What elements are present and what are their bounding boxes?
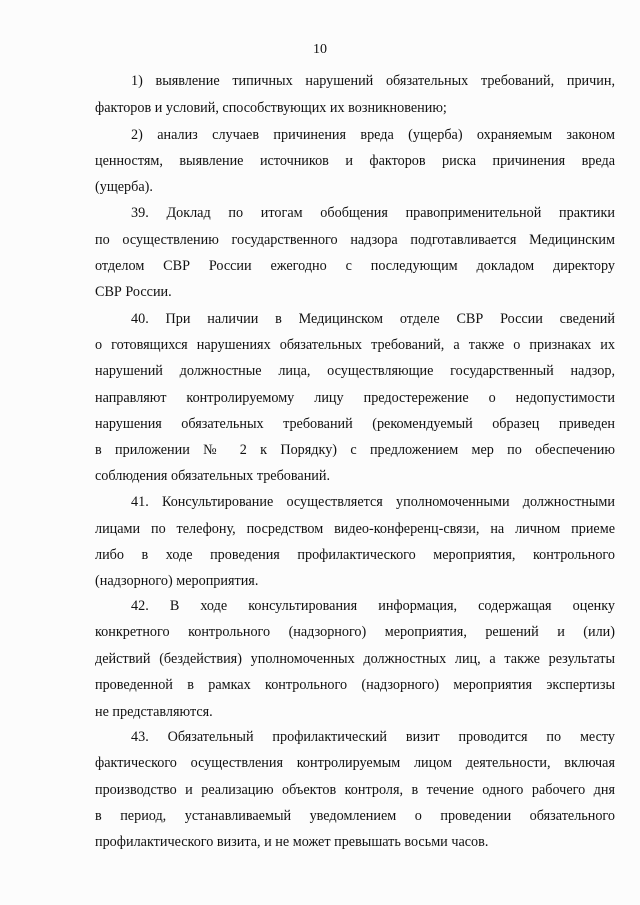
text-line: (надзорного) мероприятия. <box>95 573 259 589</box>
text-line: 39. Доклад по итогам обобщения правоприменительной практики <box>131 205 615 221</box>
text-line: проведенной в рамках контрольного (надзорного) мероприятия экспертизы <box>95 677 615 693</box>
page-number: 10 <box>313 42 327 57</box>
text-line: 42. В ходе консультирования информация, содержащая оценку <box>131 598 615 614</box>
text-line: соблюдения обязательных требований. <box>95 468 331 484</box>
text-line: 1) выявление типичных нарушений обязательных требований, причин, <box>131 73 615 89</box>
text-line: нарушений должностные лица, осуществляющие государственный надзор, <box>95 363 615 379</box>
text-line: 41. Консультирование осуществляется уполномоченными должностными <box>131 494 615 510</box>
text-line: ценностям, выявление источников и факторов риска причинения вреда <box>95 153 615 169</box>
text-line: в приложении № 2 к Порядку) с предложением мер по обеспечению <box>95 442 615 458</box>
text-line: лицами по телефону, посредством видео-конференц-связи, на личном приеме <box>95 521 615 537</box>
text-line: 40. При наличии в Медицинском отделе СВР России сведений <box>131 311 615 327</box>
text-line: о готовящихся нарушениях обязательных требований, а также о признаках их <box>95 337 615 353</box>
text-line: направляют контролируемому лицу предостережение о недопустимости <box>95 390 615 406</box>
text-line: нарушения обязательных требований (рекомендуемый образец приведен <box>95 416 615 432</box>
text-line: либо в ходе проведения профилактического мероприятия, контрольного <box>95 547 615 563</box>
text-line: в период, устанавливаемый уведомлением о проведении обязательного <box>95 808 615 824</box>
text-line: конкретного контрольного (надзорного) мероприятия, решений и (или) <box>95 624 615 640</box>
text-line: профилактического визита, и не может превышать восьми часов. <box>95 834 489 850</box>
text-line: СВР России. <box>95 284 172 300</box>
text-line: 43. Обязательный профилактический визит проводится по месту <box>131 729 615 745</box>
text-line: факторов и условий, способствующих их возникновению; <box>95 100 447 116</box>
text-line: по осуществлению государственного надзора подготавливается Медицинским <box>95 232 615 248</box>
text-line: фактического осуществления контролируемым лицом деятельности, включая <box>95 755 615 771</box>
text-line: производство и реализацию объектов контроля, в течение одного рабочего дня <box>95 782 615 798</box>
text-line: отделом СВР России ежегодно с последующим докладом директору <box>95 258 615 274</box>
text-line: не представляются. <box>95 704 213 720</box>
text-line: действий (бездействия) уполномоченных должностных лиц, а также результаты <box>95 651 615 667</box>
text-line: 2) анализ случаев причинения вреда (ущерба) охраняемым законом <box>131 127 615 143</box>
text-line: (ущерба). <box>95 179 153 195</box>
